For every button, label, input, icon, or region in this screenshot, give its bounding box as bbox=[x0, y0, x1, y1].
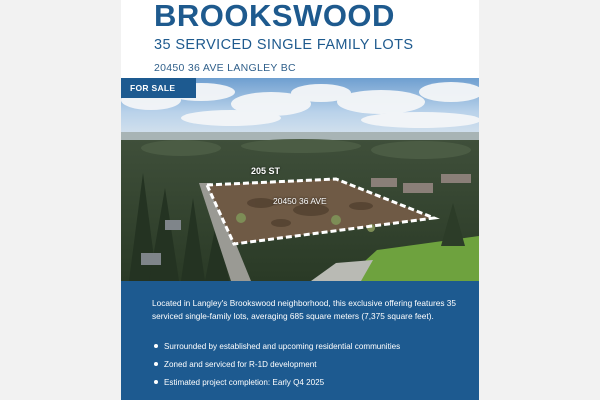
bullet-icon bbox=[154, 344, 158, 348]
street-label: 205 ST bbox=[251, 166, 281, 176]
feature-item bbox=[152, 360, 462, 369]
intro-paragraph: Located in Langley's Brookswood neighborhood, this exclusive offering features 35 serviced single-family lots, averaging 685 square meters (7,375 square feet). bbox=[152, 298, 457, 321]
feature-text: Zoned and serviced for R-1D development bbox=[164, 360, 317, 369]
feature-list bbox=[152, 342, 462, 396]
aerial-photo-illustration bbox=[121, 78, 479, 281]
property-address: 20450 36 AVE LANGLEY BC bbox=[154, 62, 296, 74]
page-title: BROOKSWOOD bbox=[154, 0, 395, 33]
feature-item bbox=[152, 378, 462, 387]
feature-item bbox=[152, 342, 462, 351]
info-panel bbox=[121, 281, 479, 400]
for-sale-badge: FOR SALE bbox=[121, 78, 196, 98]
brochure-page bbox=[121, 0, 479, 400]
bullet-icon bbox=[154, 362, 158, 366]
feature-text: Estimated project completion: Early Q4 2025 bbox=[164, 378, 325, 387]
aerial-photo bbox=[121, 78, 479, 281]
page-subtitle: 35 SERVICED SINGLE FAMILY LOTS bbox=[154, 37, 414, 53]
feature-text: Surrounded by established and upcoming residential communities bbox=[164, 342, 401, 351]
bullet-icon bbox=[154, 380, 158, 384]
lot-address-label: 20450 36 AVE bbox=[273, 196, 327, 206]
